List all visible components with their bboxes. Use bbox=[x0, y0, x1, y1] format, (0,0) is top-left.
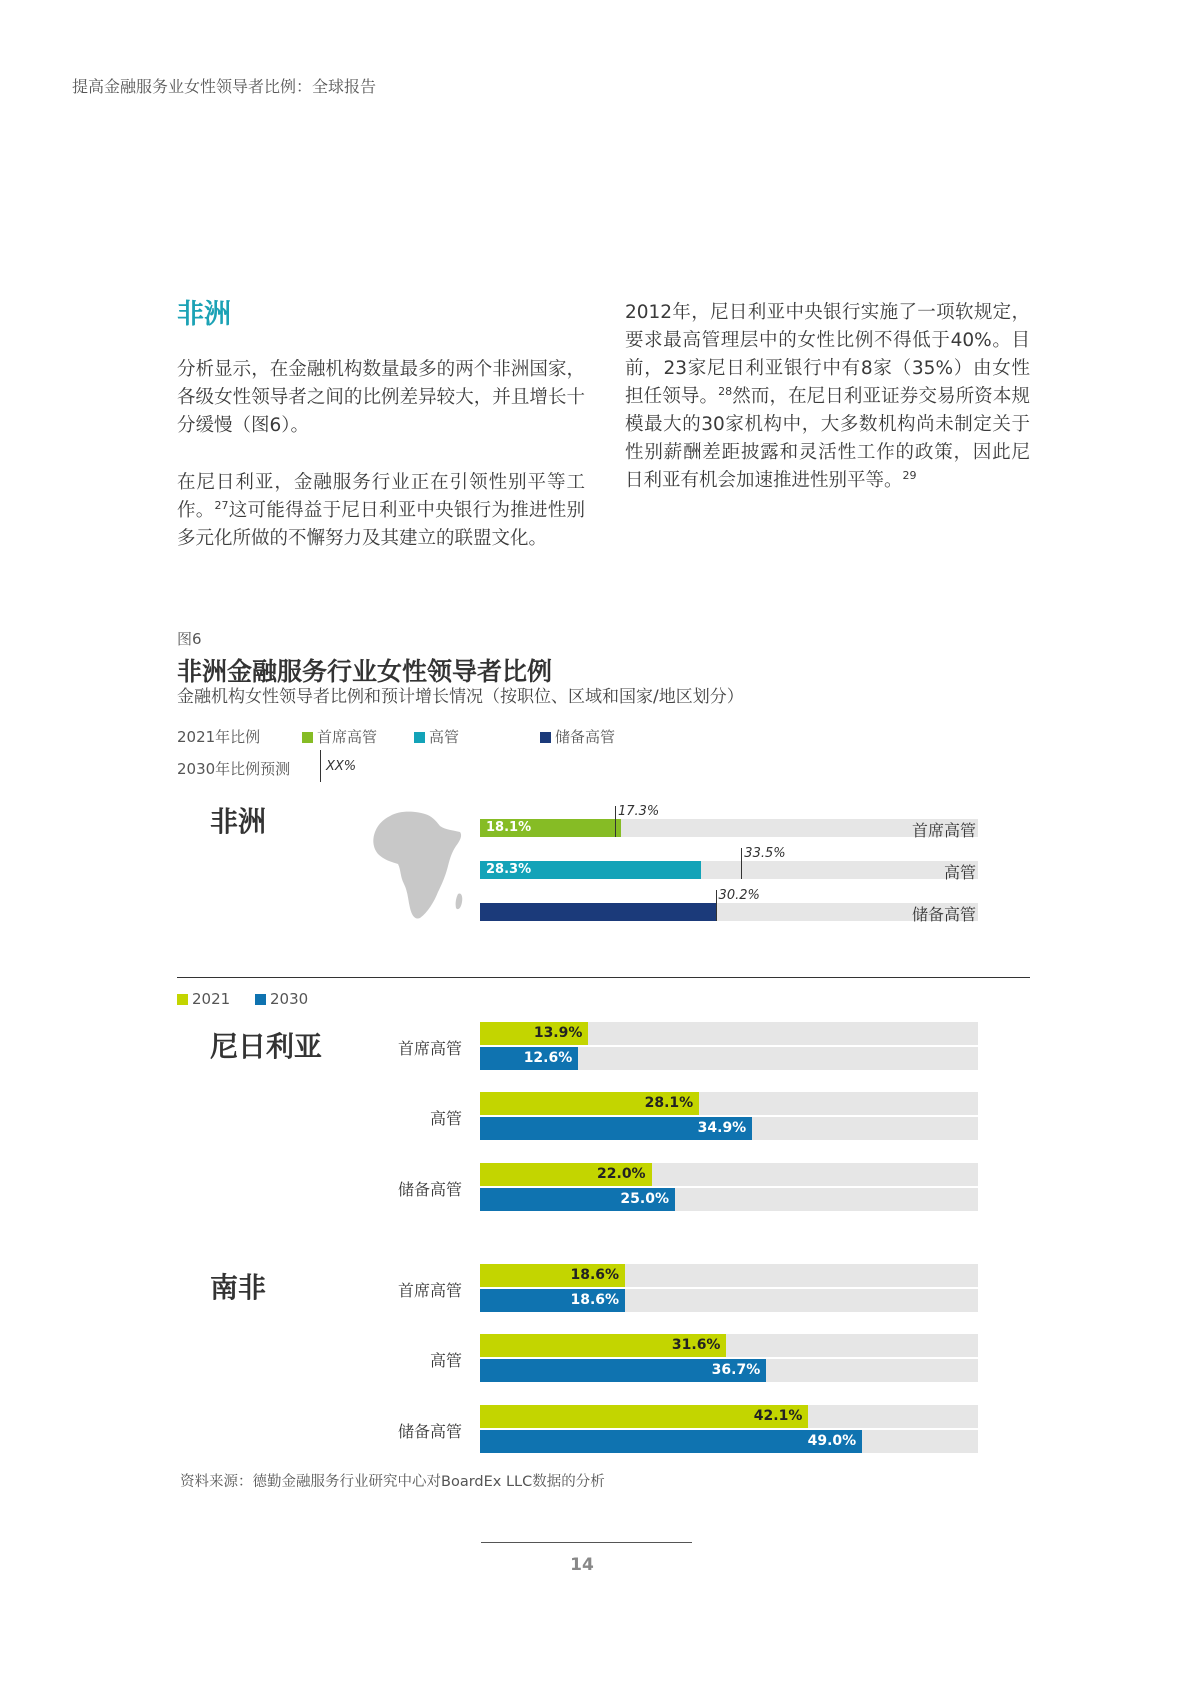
figure-label: 图6 bbox=[177, 630, 202, 648]
figure-subtitle: 金融机构女性领导者比例和预计增长情况（按职位、区域和国家/地区划分） bbox=[177, 687, 744, 707]
africa-bar-reserve bbox=[480, 903, 716, 921]
south-africa-row-label-senior: 高管 bbox=[429, 1351, 462, 1370]
left-paragraph-2-text-a: 在尼日利亚，金融服务行业正在引领性别平等工作。 bbox=[177, 472, 585, 521]
south-africa-bar-reserve-2021 bbox=[480, 1405, 808, 1428]
nigeria-track-senior-2021 bbox=[480, 1092, 978, 1115]
nigeria-bar-reserve-2030 bbox=[480, 1188, 675, 1211]
africa-target-label-reserve: 30.2% bbox=[718, 888, 760, 903]
legend-label-chief: 首席高管 bbox=[317, 728, 378, 746]
nigeria-row-label-senior: 高管 bbox=[429, 1109, 462, 1128]
africa-target-line-senior bbox=[741, 848, 742, 879]
south-africa-track-reserve-2021 bbox=[480, 1405, 978, 1428]
south-africa-row-label-chief: 首席高管 bbox=[397, 1281, 462, 1300]
nigeria-track-reserve-2030 bbox=[480, 1188, 978, 1211]
figure-source: 资料来源：德勤金融服务行业研究中心对BoardEx LLC数据的分析 bbox=[180, 1474, 605, 1490]
left-paragraph-2-text-b: 这可能得益于尼日利亚中央银行为推进性别多元化所做的不懈努力及其建立的联盟文化。 bbox=[177, 500, 585, 549]
south-africa-track-senior-2030 bbox=[480, 1359, 978, 1382]
south-africa-bar-label-senior-2021: 31.6% bbox=[671, 1337, 721, 1353]
south-africa-bar-label-reserve-2030: 49.0% bbox=[807, 1433, 857, 1449]
legend-swatch-chief bbox=[302, 732, 313, 743]
south-africa-bar-label-chief-2030: 18.6% bbox=[570, 1292, 620, 1308]
nigeria-bar-label-senior-2021: 28.1% bbox=[644, 1095, 694, 1111]
section-divider bbox=[177, 977, 1030, 978]
africa-bar-label-senior: 28.3% bbox=[486, 862, 532, 877]
legend-forecast-2030: 2030年比例预测 bbox=[177, 760, 291, 778]
legend-label-senior: 高管 bbox=[429, 728, 460, 746]
running-header: 提高金融服务业女性领导者比例：全球报告 bbox=[72, 77, 377, 96]
nigeria-bar-label-chief-2030: 12.6% bbox=[523, 1050, 573, 1066]
nigeria-bar-reserve-2021 bbox=[480, 1163, 652, 1186]
year-legend-2030 bbox=[255, 990, 308, 1008]
south-africa-bar-senior-2021 bbox=[480, 1334, 726, 1357]
legend-forecast-sample: XX% bbox=[326, 759, 357, 774]
africa-target-line-reserve bbox=[716, 890, 717, 921]
africa-bar-chief bbox=[480, 819, 621, 837]
legend-label-reserve: 储备高管 bbox=[555, 728, 616, 746]
south-africa-bar-label-senior-2030: 36.7% bbox=[711, 1362, 761, 1378]
legend-forecast-marker bbox=[320, 750, 321, 782]
nigeria-bar-label-reserve-2021: 22.0% bbox=[597, 1166, 646, 1182]
legend-swatch-reserve bbox=[540, 732, 551, 743]
nigeria-track-chief-2030 bbox=[480, 1047, 978, 1070]
nigeria-row-label-chief: 首席高管 bbox=[397, 1039, 462, 1058]
footnote-ref-27[interactable]: 27 bbox=[214, 498, 229, 512]
south-africa-bar-chief-2030 bbox=[480, 1289, 625, 1312]
legend-item-chief bbox=[302, 726, 377, 747]
south-africa-bar-chief-2021 bbox=[480, 1264, 625, 1287]
year-label-2021: 2021 bbox=[192, 990, 231, 1008]
south-africa-bar-label-reserve-2021: 42.1% bbox=[753, 1408, 803, 1424]
legend-item-senior bbox=[414, 726, 459, 747]
right-paragraph-text-a: 2012年，尼日利亚中央银行实施了一项软规定，要求最高管理层中的女性比例不得低于40%。目前，23家尼日利亚银行中有8家（35%）由女性担任领导。 bbox=[625, 302, 1030, 407]
nigeria-bar-label-senior-2030: 34.9% bbox=[697, 1120, 747, 1136]
africa-row-label-chief: 首席高管 bbox=[911, 821, 976, 840]
legend-item-reserve bbox=[540, 726, 615, 747]
nigeria-bar-label-chief-2021: 13.9% bbox=[533, 1025, 583, 1041]
south-africa-bar-reserve-2030 bbox=[480, 1430, 862, 1453]
legend-swatch-senior bbox=[414, 732, 425, 743]
south-africa-bar-senior-2030 bbox=[480, 1359, 766, 1382]
section-title: 非洲 bbox=[177, 299, 231, 330]
africa-row-label-reserve: 储备高管 bbox=[911, 905, 976, 924]
south-africa-bar-label-chief-2021: 18.6% bbox=[570, 1267, 620, 1283]
footer-rule bbox=[481, 1542, 692, 1543]
nigeria-bar-chief-2021 bbox=[480, 1022, 588, 1045]
nigeria-track-reserve-2021 bbox=[480, 1163, 978, 1186]
footnote-ref-29[interactable]: 29 bbox=[902, 468, 917, 482]
right-paragraph bbox=[625, 299, 1030, 495]
region-title-south-africa: 南非 bbox=[210, 1271, 267, 1304]
year-legend-2021 bbox=[177, 990, 230, 1008]
region-title-africa: 非洲 bbox=[210, 805, 267, 838]
south-africa-track-senior-2021 bbox=[480, 1334, 978, 1357]
nigeria-bar-senior-2030 bbox=[480, 1117, 752, 1140]
africa-bar-label-chief: 18.1% bbox=[486, 820, 532, 835]
figure-title: 非洲金融服务行业女性领导者比例 bbox=[177, 657, 553, 686]
nigeria-row-label-reserve: 储备高管 bbox=[397, 1180, 462, 1199]
africa-target-label-chief: 17.3% bbox=[617, 804, 660, 819]
africa-target-label-senior: 33.5% bbox=[744, 846, 786, 861]
south-africa-track-chief-2030 bbox=[480, 1289, 978, 1312]
year-swatch-2021 bbox=[177, 994, 188, 1005]
south-africa-track-reserve-2030 bbox=[480, 1430, 978, 1453]
footnote-ref-28[interactable]: 28 bbox=[718, 384, 733, 398]
legend-ratio-2021: 2021年比例 bbox=[177, 728, 261, 746]
nigeria-track-senior-2030 bbox=[480, 1117, 978, 1140]
left-paragraph-1: 分析显示，在金融机构数量最多的两个非洲国家，各级女性领导者之间的比例差异较大，并且增长十分缓慢（图6）。 bbox=[177, 359, 585, 436]
nigeria-bar-chief-2030 bbox=[480, 1047, 578, 1070]
left-paragraph-2 bbox=[177, 469, 585, 553]
africa-map-icon bbox=[370, 808, 474, 922]
nigeria-bar-label-reserve-2030: 25.0% bbox=[620, 1191, 669, 1207]
page-number: 14 bbox=[570, 1555, 594, 1575]
nigeria-bar-senior-2021 bbox=[480, 1092, 699, 1115]
south-africa-row-label-reserve: 储备高管 bbox=[397, 1422, 462, 1441]
africa-target-line-chief bbox=[615, 806, 616, 837]
year-swatch-2030 bbox=[255, 994, 266, 1005]
africa-bar-senior bbox=[480, 861, 701, 879]
right-paragraph-text-b: 然而，在尼日利亚证券交易所资本规模最大的30家机构中，大多数机构尚未制定关于性别薪酬差距披露和灵活性工作的政策，因此尼日利亚有机会加速推进性别平等。 bbox=[625, 386, 1030, 491]
africa-row-label-senior: 高管 bbox=[943, 863, 976, 882]
year-label-2030: 2030 bbox=[270, 990, 309, 1008]
nigeria-track-chief-2021 bbox=[480, 1022, 978, 1045]
south-africa-track-chief-2021 bbox=[480, 1264, 978, 1287]
region-title-nigeria: 尼日利亚 bbox=[210, 1030, 323, 1063]
